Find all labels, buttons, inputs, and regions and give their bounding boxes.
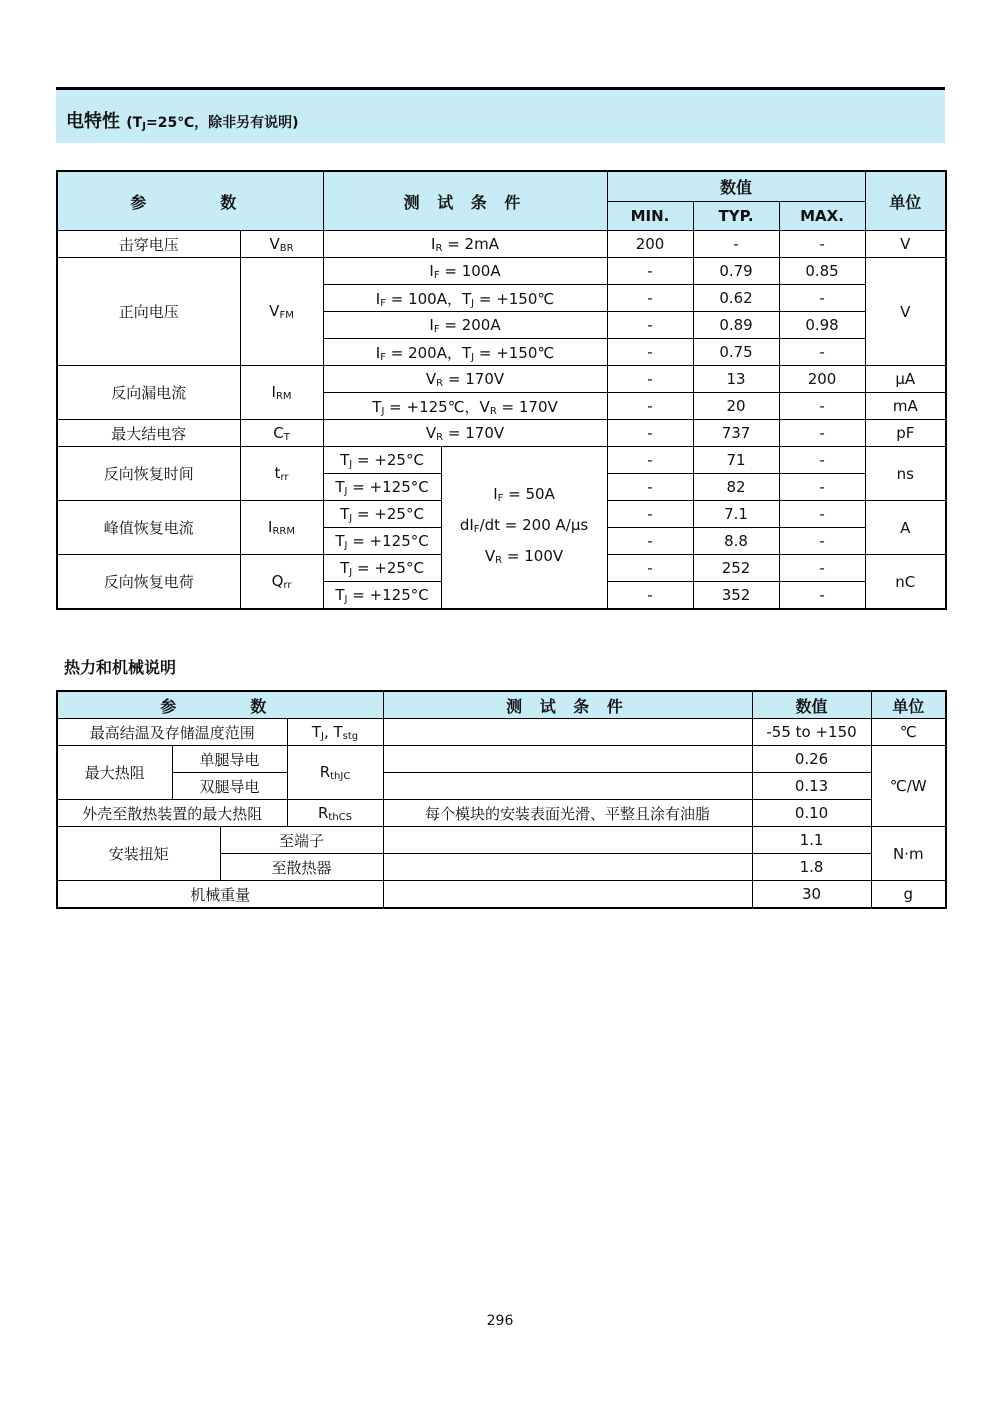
unit: μA bbox=[865, 366, 946, 393]
value-max: - bbox=[779, 501, 865, 528]
header-max: MAX. bbox=[779, 202, 865, 231]
value-typ: 0.62 bbox=[693, 285, 779, 312]
value-max: - bbox=[779, 420, 865, 447]
header-param: 参 数 bbox=[57, 171, 323, 231]
value-typ: 82 bbox=[693, 474, 779, 501]
header-test: 测 试 条 件 bbox=[323, 171, 607, 231]
param-subname: 至端子 bbox=[220, 827, 383, 854]
unit: ℃/W bbox=[871, 746, 946, 827]
param-symbol: $R_{thCS}$ bbox=[287, 800, 383, 827]
param-symbol: $R_{thJC}$ bbox=[287, 746, 383, 800]
value-min: - bbox=[607, 447, 693, 474]
test-condition: $T_J$ = +125℃，$V_R = 170V$ bbox=[323, 393, 607, 420]
table-row bbox=[57, 420, 946, 447]
table-row bbox=[57, 800, 946, 827]
table-row bbox=[57, 773, 946, 800]
value-min: 200 bbox=[607, 231, 693, 258]
section2-title: 热力和机械说明 bbox=[64, 658, 177, 677]
header-min: MIN. bbox=[607, 202, 693, 231]
param-symbol: $V_{FM}$ bbox=[240, 258, 323, 366]
value-max: - bbox=[779, 285, 865, 312]
unit: pF bbox=[865, 420, 946, 447]
unit: V bbox=[865, 258, 946, 366]
section-title-text: 电特性 bbox=[66, 111, 120, 132]
table-row bbox=[57, 258, 946, 285]
param-name: 峰值恢复电流 bbox=[57, 501, 240, 555]
unit: nC bbox=[865, 555, 946, 610]
param-name: 最大结电容 bbox=[57, 420, 240, 447]
param-symbol: $C_T$ bbox=[240, 420, 323, 447]
value-typ: 8.8 bbox=[693, 528, 779, 555]
param-name: 最高结温及存储温度范围 bbox=[57, 719, 287, 746]
header-test: 测 试 条 件 bbox=[383, 691, 752, 719]
param-name: 反向恢复时间 bbox=[57, 447, 240, 501]
table-row bbox=[57, 447, 946, 474]
value-min: - bbox=[607, 366, 693, 393]
value-max: - bbox=[779, 393, 865, 420]
value-min: - bbox=[607, 285, 693, 312]
param-symbol: $t_{rr}$ bbox=[240, 447, 323, 501]
value-typ: 0.79 bbox=[693, 258, 779, 285]
test-condition: $I_F = 200A$，$T_J$ = +150℃ bbox=[323, 339, 607, 366]
thermal-mechanical-table bbox=[56, 690, 947, 909]
test-condition: $I_F = 100A$ bbox=[323, 258, 607, 285]
value: 30 bbox=[752, 881, 871, 909]
value-typ: 0.75 bbox=[693, 339, 779, 366]
unit: A bbox=[865, 501, 946, 555]
param-symbol: $I_{RRM}$ bbox=[240, 501, 323, 555]
value-typ: 71 bbox=[693, 447, 779, 474]
test-condition bbox=[383, 746, 752, 773]
test-condition bbox=[383, 854, 752, 881]
value-min: - bbox=[607, 258, 693, 285]
value: -55 to +150 bbox=[752, 719, 871, 746]
table-row bbox=[57, 881, 946, 909]
test-condition: 每个模块的安装表面光滑、平整且涂有油脂 bbox=[383, 800, 752, 827]
unit: g bbox=[871, 881, 946, 909]
test-condition bbox=[383, 773, 752, 800]
tj-condition: $T_J = +25^\circ C$ bbox=[323, 501, 441, 528]
unit: N·m bbox=[871, 827, 946, 881]
value-max: - bbox=[779, 555, 865, 582]
value-max: - bbox=[779, 339, 865, 366]
shared-test-condition: $I_F = 50A$ $dI_F/dt = 200$ A/μs $V_R = 100V$ bbox=[441, 447, 607, 610]
header-param: 参 数 bbox=[57, 691, 383, 719]
param-subname: 至散热器 bbox=[220, 854, 383, 881]
unit: V bbox=[865, 231, 946, 258]
value-typ: - bbox=[693, 231, 779, 258]
unit: ℃ bbox=[871, 719, 946, 746]
param-symbol: $I_{RM}$ bbox=[240, 366, 323, 420]
param-symbol: $V_{BR}$ bbox=[240, 231, 323, 258]
test-condition: $V_R = 170V$ bbox=[323, 366, 607, 393]
value-max: 0.98 bbox=[779, 312, 865, 339]
value-max: - bbox=[779, 582, 865, 610]
value-typ: 20 bbox=[693, 393, 779, 420]
test-condition: $I_F = 100A$，$T_J$ = +150℃ bbox=[323, 285, 607, 312]
value-max: 200 bbox=[779, 366, 865, 393]
value-typ: 0.89 bbox=[693, 312, 779, 339]
value-max: 0.85 bbox=[779, 258, 865, 285]
param-subname: 单腿导电 bbox=[172, 746, 287, 773]
value-min: - bbox=[607, 312, 693, 339]
value: 0.10 bbox=[752, 800, 871, 827]
value-min: - bbox=[607, 393, 693, 420]
value-typ: 352 bbox=[693, 582, 779, 610]
header-unit: 单位 bbox=[865, 171, 946, 231]
table-row bbox=[57, 746, 946, 773]
param-name: 正向电压 bbox=[57, 258, 240, 366]
param-name: 最大热阻 bbox=[57, 746, 172, 800]
value: 0.26 bbox=[752, 746, 871, 773]
param-symbol: $T_J$, $T_{stg}$ bbox=[287, 719, 383, 746]
param-name: 反向恢复电荷 bbox=[57, 555, 240, 610]
section-condition: ($T_J=25℃$，除非另有说明) bbox=[126, 115, 299, 132]
value: 0.13 bbox=[752, 773, 871, 800]
value: 1.1 bbox=[752, 827, 871, 854]
param-subname: 双腿导电 bbox=[172, 773, 287, 800]
test-condition: $I_F = 200A$ bbox=[323, 312, 607, 339]
value-min: - bbox=[607, 420, 693, 447]
value: 1.8 bbox=[752, 854, 871, 881]
tj-condition: $T_J = +125^\circ C$ bbox=[323, 582, 441, 610]
tj-condition: $T_J = +25^\circ C$ bbox=[323, 555, 441, 582]
header-unit: 单位 bbox=[871, 691, 946, 719]
header-value: 数值 bbox=[752, 691, 871, 719]
value-min: - bbox=[607, 555, 693, 582]
tj-condition: $T_J = +25^\circ C$ bbox=[323, 447, 441, 474]
table-row bbox=[57, 719, 946, 746]
value-typ: 7.1 bbox=[693, 501, 779, 528]
tj-condition: $T_J = +125^\circ C$ bbox=[323, 474, 441, 501]
unit: mA bbox=[865, 393, 946, 420]
electrical-characteristics-table bbox=[56, 170, 947, 610]
test-condition: $V_R = 170V$ bbox=[323, 420, 607, 447]
value-typ: 252 bbox=[693, 555, 779, 582]
value-min: - bbox=[607, 501, 693, 528]
param-name: 击穿电压 bbox=[57, 231, 240, 258]
test-condition bbox=[383, 881, 752, 909]
unit: ns bbox=[865, 447, 946, 501]
header-typ: TYP. bbox=[693, 202, 779, 231]
section-banner bbox=[56, 87, 945, 143]
param-name: 反向漏电流 bbox=[57, 366, 240, 420]
section-title bbox=[66, 107, 299, 133]
value-max: - bbox=[779, 474, 865, 501]
table-row bbox=[57, 827, 946, 854]
test-condition bbox=[383, 719, 752, 746]
value-min: - bbox=[607, 528, 693, 555]
value-typ: 737 bbox=[693, 420, 779, 447]
value-max: - bbox=[779, 231, 865, 258]
param-name: 机械重量 bbox=[57, 881, 383, 909]
value-min: - bbox=[607, 339, 693, 366]
value-max: - bbox=[779, 447, 865, 474]
value-min: - bbox=[607, 474, 693, 501]
value-min: - bbox=[607, 582, 693, 610]
param-name: 安装扭矩 bbox=[57, 827, 220, 881]
param-symbol: $Q_{rr}$ bbox=[240, 555, 323, 610]
table-row bbox=[57, 231, 946, 258]
page-number: 296 bbox=[486, 1313, 514, 1329]
value-max: - bbox=[779, 528, 865, 555]
tj-condition: $T_J = +125^\circ C$ bbox=[323, 528, 441, 555]
test-condition: $I_R = 2mA$ bbox=[323, 231, 607, 258]
test-condition bbox=[383, 827, 752, 854]
value-typ: 13 bbox=[693, 366, 779, 393]
header-values: 数值 bbox=[607, 171, 865, 202]
table-row bbox=[57, 366, 946, 393]
param-name: 外壳至散热装置的最大热阻 bbox=[57, 800, 287, 827]
